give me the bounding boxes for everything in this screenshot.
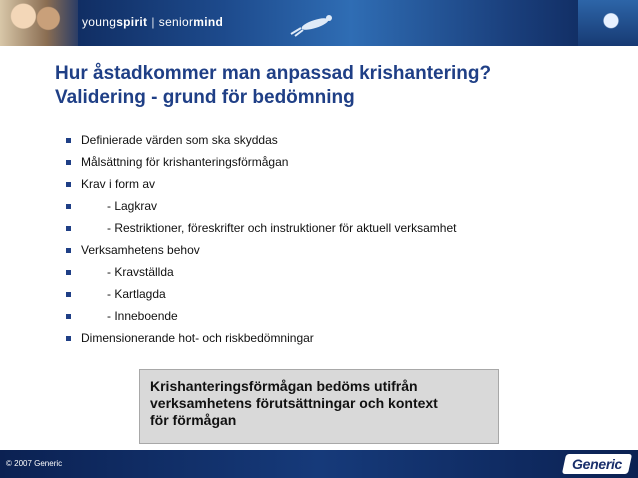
bullet-square-icon <box>66 314 71 319</box>
conclusion-line-1: Krishanteringsförmågan bedöms utifrån <box>150 378 418 394</box>
brand-young: young <box>82 15 117 29</box>
bullet-item: Dimensionerande hot- och riskbedömningar <box>66 327 586 349</box>
bullet-item: - Kravställda <box>66 261 586 283</box>
conclusion-box <box>139 369 499 444</box>
brand-mind: mind <box>193 15 224 29</box>
bullet-square-icon <box>66 292 71 297</box>
bullet-square-icon <box>66 226 71 231</box>
conclusion-line-3: för förmågan <box>150 412 237 428</box>
bullet-square-icon <box>66 204 71 209</box>
title-line-1: Hur åstadkommer man anpassad krishantering? <box>55 63 492 84</box>
generic-logo <box>562 454 632 474</box>
conclusion-line-2: verksamhetens förutsättningar och kontext <box>150 395 438 411</box>
surfer-photo <box>578 0 638 46</box>
brand-senior: senior <box>158 15 194 29</box>
slide-title <box>55 62 615 110</box>
logo-text: Generic <box>571 456 622 472</box>
brand-separator: | <box>151 15 155 29</box>
bullet-item: - Kartlagda <box>66 283 586 305</box>
bullet-list <box>66 129 586 349</box>
title-line-2: Validering - grund för bedömning <box>55 87 355 108</box>
bullet-item: Krav i form av <box>66 173 586 195</box>
bullet-square-icon <box>66 138 71 143</box>
footer-bar <box>0 450 638 478</box>
bullet-item: Definierade värden som ska skyddas <box>66 129 586 151</box>
bullet-square-icon <box>66 160 71 165</box>
people-photo <box>0 0 78 46</box>
bullet-item: - Restriktioner, föreskrifter och instruktioner för aktuell verksamhet <box>66 217 586 239</box>
bullet-item: - Lagkrav <box>66 195 586 217</box>
bullet-square-icon <box>66 248 71 253</box>
copyright-text: © 2007 Generic <box>6 459 63 468</box>
header-banner <box>0 0 638 46</box>
diver-icon <box>285 8 345 38</box>
bullet-square-icon <box>66 336 71 341</box>
bullet-item: Målsättning för krishanteringsförmågan <box>66 151 586 173</box>
brand-spirit: spirit <box>116 15 148 29</box>
bullet-item: - Inneboende <box>66 305 586 327</box>
bullet-item: Verksamhetens behov <box>66 239 586 261</box>
bullet-square-icon <box>66 182 71 187</box>
brand-tagline <box>82 15 223 29</box>
bullet-square-icon <box>66 270 71 275</box>
